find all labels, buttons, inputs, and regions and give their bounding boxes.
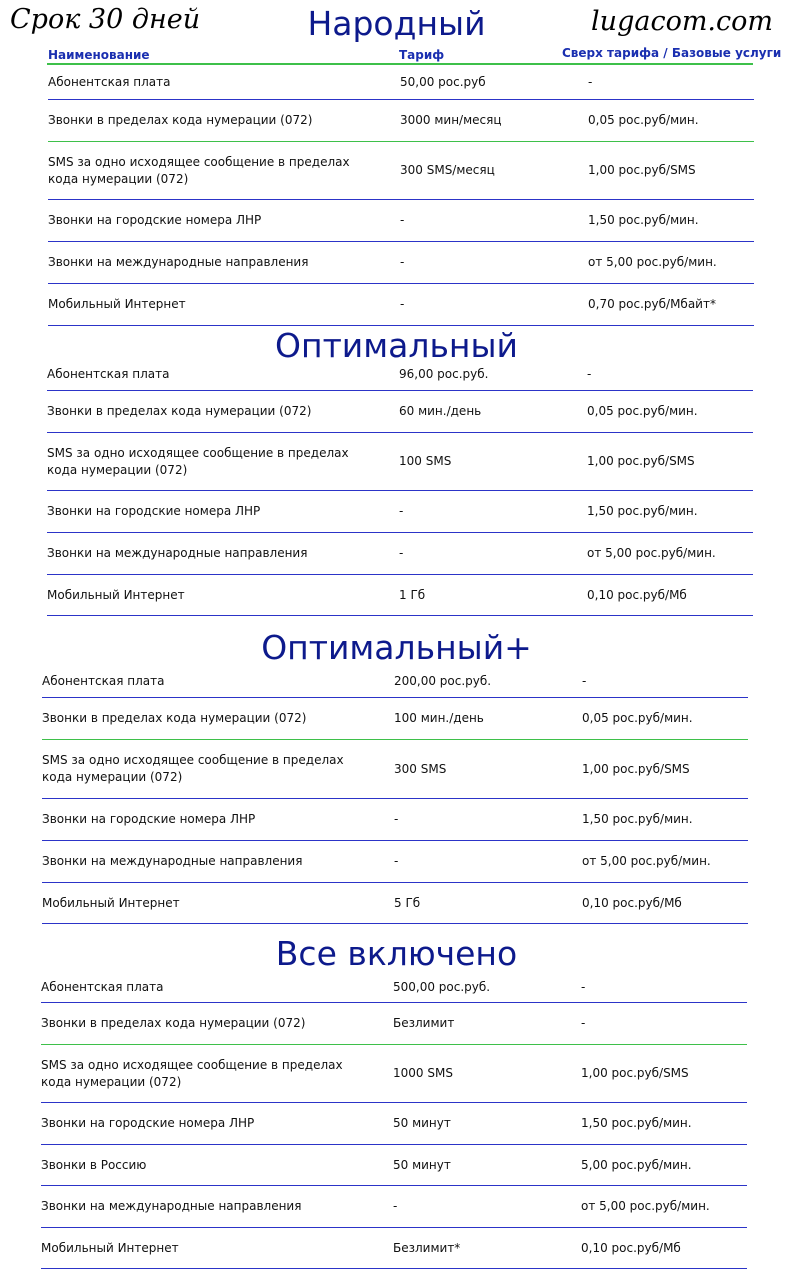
table-row: [47, 575, 753, 616]
row-name: Звонки на международные направления: [41, 1199, 302, 1213]
column-header-extra: Сверх тарифа / Базовые услуги: [562, 46, 782, 60]
row-tariff: 100 мин./день: [394, 711, 484, 725]
row-name: SMS за одно исходящее сообщение в пределах кода нумерации (072): [47, 445, 349, 477]
table-row: [41, 1045, 747, 1103]
row-extra: 1,00 рос.руб/SMS: [587, 454, 695, 468]
row-extra: 1,50 рос.руб/мин.: [587, 504, 698, 518]
row-extra: -: [587, 366, 592, 381]
row-name: Мобильный Интернет: [42, 895, 180, 910]
row-name: Звонки на международные направления: [48, 255, 309, 269]
plan-title-narodny: Народный: [307, 4, 486, 43]
table-row: [42, 698, 748, 740]
table-row: [42, 883, 748, 924]
row-extra: -: [588, 75, 593, 89]
row-tariff: 60 мин./день: [399, 404, 482, 418]
row-name: Звонки на городские номера ЛНР: [41, 1116, 255, 1130]
row-extra: от 5,00 рос.руб/мин.: [582, 854, 711, 868]
plan-title-optimalny: Оптимальный: [275, 326, 518, 365]
row-name: Абонентская плата: [42, 674, 165, 688]
row-extra: -: [581, 979, 586, 994]
row-tariff: -: [400, 213, 405, 227]
row-name: SMS за одно исходящее сообщение в пределах кода нумерации (072): [42, 753, 344, 784]
row-name: Звонки в пределах кода нумерации (072): [42, 711, 307, 725]
row-tariff: -: [399, 546, 404, 560]
row-tariff: 50 минут: [393, 1157, 451, 1172]
term-label: Срок 30 дней: [10, 4, 201, 35]
row-name: SMS за одно исходящее сообщение в пределах кода нумерации (072): [41, 1057, 343, 1089]
site-logo-text: lugacom.com: [591, 6, 773, 37]
row-tariff: Безлимит: [393, 1016, 455, 1030]
row-extra: от 5,00 рос.руб/мин.: [581, 1199, 710, 1213]
row-tariff: 50 минут: [393, 1116, 451, 1130]
row-name: Мобильный Интернет: [41, 1240, 179, 1255]
table-row: [48, 200, 754, 242]
table-row: [48, 242, 754, 284]
row-tariff: -: [400, 297, 405, 311]
table-row: [41, 1103, 747, 1145]
table-row: [42, 799, 748, 841]
row-tariff: -: [393, 1199, 398, 1213]
plan-title-optimalny-plus: Оптимальный+: [261, 628, 532, 667]
plan-table-vse-vklyucheno: [41, 972, 747, 1269]
row-tariff: 300 SMS: [394, 761, 447, 776]
row-name: Звонки в пределах кода нумерации (072): [47, 404, 312, 418]
table-row: [47, 358, 753, 391]
header-divider: [47, 63, 753, 65]
row-extra: 0,05 рос.руб/мин.: [582, 711, 693, 725]
row-tariff: 1000 SMS: [393, 1066, 453, 1080]
table-row: [41, 1003, 747, 1045]
row-extra: 0,05 рос.руб/мин.: [588, 113, 699, 127]
row-tariff: -: [394, 812, 399, 826]
table-row: [41, 1186, 747, 1228]
row-name: Абонентская плата: [41, 979, 164, 994]
row-tariff: -: [400, 255, 405, 269]
row-name: SMS за одно исходящее сообщение в пределах кода нумерации (072): [48, 154, 350, 186]
row-name: Звонки в пределах кода нумерации (072): [41, 1016, 306, 1030]
plan-title-vse-vklyucheno: Все включено: [275, 934, 518, 973]
table-row: [47, 391, 753, 433]
row-tariff: 96,00 рос.руб.: [399, 366, 489, 381]
row-tariff: 5 Гб: [394, 895, 421, 910]
table-row: [47, 491, 753, 533]
table-row: [47, 533, 753, 575]
table-row: [41, 972, 747, 1003]
row-name: Звонки на городские номера ЛНР: [48, 213, 262, 227]
row-name: Мобильный Интернет: [47, 587, 185, 602]
row-name: Мобильный Интернет: [48, 297, 186, 311]
row-extra: 5,00 рос.руб/мин.: [581, 1157, 692, 1172]
table-row: [48, 66, 754, 100]
row-extra: от 5,00 рос.руб/мин.: [587, 546, 716, 560]
row-name: Абонентская плата: [48, 75, 171, 89]
row-extra: 1,00 рос.руб/SMS: [588, 163, 696, 177]
table-row: [47, 433, 753, 491]
plan-table-optimalny: [47, 358, 753, 616]
row-extra: 1,50 рос.руб/мин.: [588, 213, 699, 227]
row-extra: 1,00 рос.руб/SMS: [582, 761, 690, 776]
row-extra: от 5,00 рос.руб/мин.: [588, 255, 717, 269]
row-extra: 0,10 рос.руб/Мб: [587, 587, 687, 602]
row-tariff: 300 SMS/месяц: [400, 163, 495, 177]
plan-table-optimalny-plus: [42, 666, 748, 924]
row-tariff: 1 Гб: [399, 587, 426, 602]
table-row: [41, 1228, 747, 1269]
table-row: [48, 284, 754, 326]
row-extra: 1,50 рос.руб/мин.: [582, 812, 693, 826]
row-extra: 0,05 рос.руб/мин.: [587, 404, 698, 418]
column-header-name: Наименование: [48, 48, 150, 62]
row-extra: 0,10 рос.руб/Мб: [582, 895, 682, 910]
row-tariff: 200,00 рос.руб.: [394, 674, 492, 688]
row-extra: 0,70 рос.руб/Мбайт*: [588, 297, 716, 311]
row-extra: -: [581, 1016, 586, 1030]
row-tariff: -: [399, 504, 404, 518]
table-row: [42, 740, 748, 799]
row-tariff: -: [394, 854, 399, 868]
row-name: Абонентская плата: [47, 366, 170, 381]
row-name: Звонки на международные направления: [47, 546, 308, 560]
row-tariff: 100 SMS: [399, 454, 452, 468]
row-tariff: 3000 мин/месяц: [400, 113, 502, 127]
table-row: [48, 100, 754, 142]
row-name: Звонки на международные направления: [42, 854, 303, 868]
row-name: Звонки в пределах кода нумерации (072): [48, 113, 313, 127]
column-header-tariff: Тариф: [399, 48, 445, 62]
row-tariff: 50,00 рос.руб: [400, 75, 486, 89]
row-name: Звонки в Россию: [41, 1157, 147, 1172]
row-extra: -: [582, 674, 587, 688]
plan-table-narodny: [48, 66, 754, 326]
row-extra: 1,00 рос.руб/SMS: [581, 1066, 689, 1080]
row-name: Звонки на городские номера ЛНР: [42, 812, 256, 826]
table-row: [42, 841, 748, 883]
table-row: [48, 142, 754, 200]
table-row: [42, 666, 748, 698]
table-row: [41, 1145, 747, 1186]
row-extra: 1,50 рос.руб/мин.: [581, 1116, 692, 1130]
row-extra: 0,10 рос.руб/Мб: [581, 1240, 681, 1255]
row-name: Звонки на городские номера ЛНР: [47, 504, 261, 518]
row-tariff: 500,00 рос.руб.: [393, 979, 491, 994]
row-tariff: Безлимит*: [393, 1240, 461, 1255]
